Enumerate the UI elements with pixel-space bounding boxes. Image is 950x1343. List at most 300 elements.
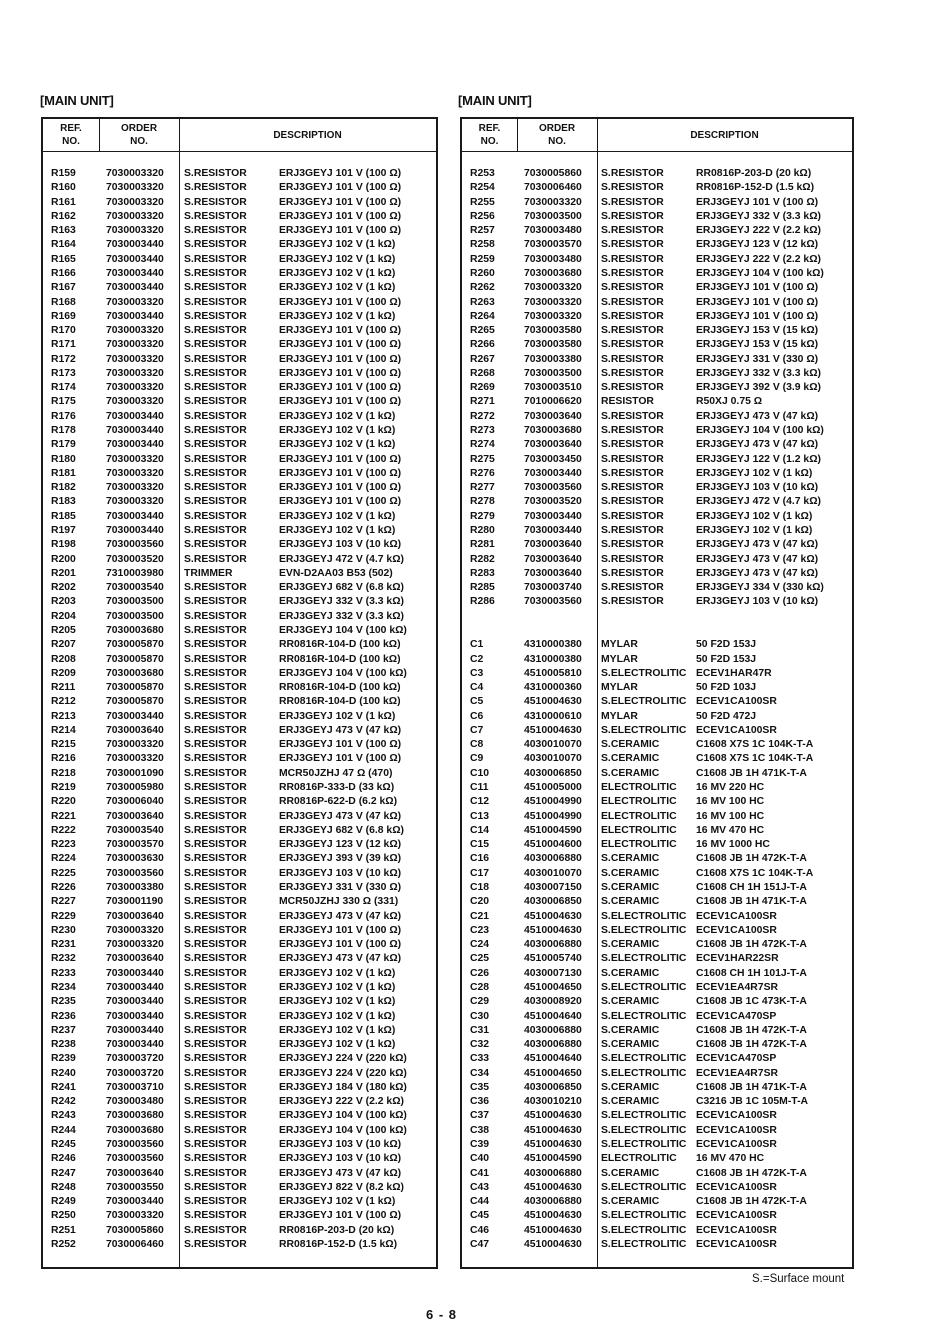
ref-no: R160 [51, 182, 76, 194]
part-spec: ERJ3GEYJ 101 V (100 Ω) [279, 739, 402, 751]
ref-no: R260 [470, 267, 495, 279]
table-row [462, 324, 852, 338]
order-no: 7030003440 [106, 981, 164, 993]
table-row [462, 624, 852, 638]
table-row [43, 738, 436, 752]
ref-no: R237 [51, 1024, 76, 1036]
part-spec: ERJ3GEYJ 224 V (220 kΩ) [279, 1067, 407, 1079]
ref-header-line1: REF. [60, 123, 82, 134]
ref-no: R221 [51, 810, 76, 822]
table-row [462, 767, 852, 781]
ref-no: C5 [470, 696, 484, 708]
ref-no: R214 [51, 724, 76, 736]
table-row [43, 338, 436, 352]
order-no: 7030003440 [106, 310, 164, 322]
order-no: 7030003380 [524, 353, 582, 365]
ref-no: R175 [51, 396, 76, 408]
ref-no: R268 [470, 367, 495, 379]
part-type: S.RESISTOR [601, 296, 664, 308]
part-spec: ERJ3GEYJ 101 V (100 Ω) [279, 168, 402, 179]
ref-no: C39 [470, 1139, 490, 1151]
part-type: S.RESISTOR [184, 896, 247, 908]
ref-no: R165 [51, 253, 76, 265]
part-type: S.RESISTOR [184, 610, 247, 622]
table-row [462, 1167, 852, 1181]
table-row [43, 895, 436, 909]
part-spec: ERJ3GEYJ 101 V (100 Ω) [279, 182, 402, 194]
order-no: 4510004630 [524, 1139, 582, 1151]
ref-no: C29 [470, 996, 490, 1008]
ref-no: C2 [470, 653, 484, 665]
table-row [43, 995, 436, 1009]
order-no: 7030003640 [524, 553, 582, 565]
part-type: S.RESISTOR [184, 1139, 247, 1151]
table-row [43, 653, 436, 667]
order-no: 7030003570 [106, 839, 164, 851]
part-spec: ERJ3GEYJ 101 V (100 Ω) [279, 1210, 402, 1222]
part-spec: ERJ3GEYJ 101 V (100 Ω) [279, 939, 402, 951]
part-type: S.CERAMIC [601, 882, 660, 893]
order-no: 7030003680 [106, 624, 164, 636]
part-type: S.RESISTOR [184, 682, 247, 694]
part-spec: ECEV1CA100SR [696, 1139, 777, 1151]
table-row [43, 1038, 436, 1052]
part-spec: ERJ3GEYJ 682 V (6.8 kΩ) [279, 824, 405, 836]
table-row [462, 438, 852, 452]
order-no: 7030003740 [524, 582, 582, 594]
order-no: 4510004990 [524, 796, 582, 808]
ref-no: R164 [51, 239, 76, 251]
part-spec: ECEV1CA100SR [696, 1239, 777, 1250]
ref-no: R174 [51, 382, 76, 394]
table-row [43, 695, 436, 709]
ref-no: C26 [470, 967, 490, 979]
order-no: 7030003320 [106, 496, 164, 508]
order-no: 7030003560 [106, 1153, 164, 1165]
part-type: S.RESISTOR [184, 496, 247, 508]
order-no: 7030003320 [106, 339, 164, 351]
table-row [43, 424, 436, 438]
part-spec: ERJ3GEYJ 222 V (2.2 kΩ) [279, 1096, 405, 1108]
order-no: 4510004590 [524, 1153, 582, 1165]
table-row [462, 610, 852, 624]
order-no: 7030003640 [106, 1167, 164, 1179]
order-no: 4510004600 [524, 839, 582, 851]
order-no: 7030003440 [106, 1196, 164, 1208]
order-no: 7030003320 [106, 225, 164, 237]
part-spec: ERJ3GEYJ 103 V (10 kΩ) [279, 539, 402, 551]
table-row [43, 395, 436, 409]
part-spec: ERJ3GEYJ 473 V (47 kΩ) [279, 1167, 402, 1179]
ref-no: R201 [51, 567, 76, 579]
part-type: S.CERAMIC [601, 967, 660, 979]
ref-no: R283 [470, 567, 495, 579]
table-row [43, 410, 436, 424]
ref-no: R258 [470, 239, 495, 251]
order-no: 7030003440 [524, 510, 582, 522]
table-row [43, 1095, 436, 1109]
part-type: S.RESISTOR [184, 767, 247, 779]
order-no: 7030003580 [524, 325, 582, 337]
table-row [43, 952, 436, 966]
part-spec: ERJ3GEYJ 102 V (1 kΩ) [279, 1039, 396, 1051]
ref-no: R272 [470, 410, 495, 422]
part-spec: ERJ3GEYJ 334 V (330 kΩ) [696, 582, 824, 594]
order-no: 7310003980 [106, 567, 164, 579]
table-row [43, 510, 436, 524]
table-row [462, 1124, 852, 1138]
ref-no: R246 [51, 1153, 76, 1165]
order-no-header [517, 122, 597, 148]
order-no: 7030003500 [106, 610, 164, 622]
order-no: 4310000380 [524, 653, 582, 665]
order-no: 7030003500 [106, 596, 164, 608]
table-row [43, 353, 436, 367]
part-spec: ERJ3GEYJ 101 V (100 Ω) [279, 396, 402, 408]
part-type: ELECTROLITIC [601, 782, 677, 794]
table-row [43, 767, 436, 781]
table-row [43, 981, 436, 995]
order-no: 7030003320 [106, 753, 164, 765]
ref-no: R226 [51, 882, 76, 893]
ref-no: C44 [470, 1196, 490, 1208]
ref-no: R254 [470, 182, 495, 194]
part-spec: ERJ3GEYJ 473 V (47 kΩ) [696, 439, 819, 451]
part-spec: ECEV1CA100SR [696, 724, 777, 736]
table-row [462, 281, 852, 295]
part-spec: ERJ3GEYJ 473 V (47 kΩ) [696, 410, 819, 422]
table-row [43, 1081, 436, 1095]
part-spec: ERJ3GEYJ 101 V (100 Ω) [279, 482, 402, 494]
order-no: 7030003320 [524, 310, 582, 322]
part-type: ELECTROLITIC [601, 810, 677, 822]
part-type: S.CERAMIC [601, 1039, 660, 1051]
right-table-header [462, 119, 852, 152]
table-row [462, 567, 852, 581]
table-row [462, 467, 852, 481]
ref-no: C41 [470, 1167, 490, 1179]
order-header-line2: NO. [130, 136, 148, 147]
table-row [43, 281, 436, 295]
table-row [462, 167, 852, 181]
table-row [43, 381, 436, 395]
part-spec: ERJ3GEYJ 332 V (3.3 kΩ) [279, 610, 405, 622]
part-spec: RR0816R-104-D (100 kΩ) [279, 696, 401, 708]
ref-no: R168 [51, 296, 76, 308]
ref-no: R265 [470, 325, 495, 337]
part-type: S.RESISTOR [184, 910, 247, 922]
left-table-header [43, 119, 436, 152]
part-type: S.ELECTROLITIC [601, 981, 687, 993]
part-type: S.ELECTROLITIC [601, 1067, 687, 1079]
ref-no: C12 [470, 796, 490, 808]
ref-no: C37 [470, 1110, 490, 1122]
ref-no: R182 [51, 482, 76, 494]
part-spec: ERJ3GEYJ 473 V (47 kΩ) [696, 553, 819, 565]
table-row [43, 210, 436, 224]
table-row [462, 638, 852, 652]
part-type: S.RESISTOR [184, 1039, 247, 1051]
order-no: 7030003640 [106, 910, 164, 922]
table-row [462, 981, 852, 995]
part-type: S.RESISTOR [184, 553, 247, 565]
order-no: 7030003450 [524, 453, 582, 465]
ref-no: R244 [51, 1124, 76, 1136]
part-type: S.RESISTOR [184, 339, 247, 351]
table-row [462, 210, 852, 224]
order-no: 4510004630 [524, 1239, 582, 1250]
ref-no: R208 [51, 653, 76, 665]
ref-no: R227 [51, 896, 76, 908]
part-spec: C1608 CH 1H 101J-T-A [696, 967, 807, 979]
table-row [462, 1081, 852, 1095]
ref-no: R241 [51, 1081, 76, 1093]
part-type: S.RESISTOR [601, 510, 664, 522]
part-spec: ECEV1CA470SP [696, 1053, 777, 1065]
order-no: 4510005740 [524, 953, 582, 965]
part-type: S.CERAMIC [601, 1196, 660, 1208]
part-type: S.RESISTOR [601, 582, 664, 594]
table-row [462, 224, 852, 238]
table-row [462, 353, 852, 367]
ref-no: R282 [470, 553, 495, 565]
table-row [462, 538, 852, 552]
part-type: S.RESISTOR [184, 1153, 247, 1165]
part-spec: ERJ3GEYJ 102 V (1 kΩ) [279, 439, 396, 451]
part-spec: ERJ3GEYJ 222 V (2.2 kΩ) [696, 253, 822, 265]
part-type: S.RESISTOR [601, 168, 664, 179]
part-type: S.RESISTOR [184, 1096, 247, 1108]
order-no: 7030005870 [106, 696, 164, 708]
part-spec: 50 F2D 153J [696, 639, 757, 651]
part-type: S.ELECTROLITIC [601, 1139, 687, 1151]
part-spec: ECEV1CA100SR [696, 1124, 777, 1136]
table-row [462, 781, 852, 795]
ref-no: R161 [51, 196, 76, 208]
part-spec: ERJ3GEYJ 102 V (1 kΩ) [696, 525, 813, 536]
part-type: S.RESISTOR [601, 182, 664, 194]
part-spec: RR0816P-622-D (6.2 kΩ) [279, 796, 398, 808]
order-no: 7030003640 [524, 410, 582, 422]
part-spec: 16 MV 1000 HC [696, 839, 770, 851]
order-no: 4030006880 [524, 939, 582, 951]
part-spec: ERJ3GEYJ 103 V (10 kΩ) [279, 867, 402, 879]
table-row [462, 795, 852, 809]
order-no-header [99, 122, 179, 148]
table-row [43, 310, 436, 324]
ref-no: R176 [51, 410, 76, 422]
ref-no: C34 [470, 1067, 490, 1079]
part-type: S.ELECTROLITIC [601, 1181, 687, 1193]
order-no: 7030003440 [106, 267, 164, 279]
part-spec: ERJ3GEYJ 123 V (12 kΩ) [696, 239, 819, 251]
order-no: 7030003320 [106, 396, 164, 408]
ref-no: C47 [470, 1239, 490, 1250]
ref-no: C17 [470, 867, 490, 879]
ref-no: R203 [51, 596, 76, 608]
part-spec: ERJ3GEYJ 103 V (10 kΩ) [696, 596, 819, 608]
part-type: S.RESISTOR [184, 1210, 247, 1222]
part-spec: C1608 JB 1H 472K-T-A [696, 1039, 807, 1051]
part-type: S.RESISTOR [184, 739, 247, 751]
left-section-title: [MAIN UNIT] [40, 93, 114, 108]
part-spec: ERJ3GEYJ 332 V (3.3 kΩ) [279, 596, 405, 608]
table-row [43, 681, 436, 695]
order-no: 7030003580 [524, 339, 582, 351]
part-spec: ERJ3GEYJ 101 V (100 Ω) [696, 310, 819, 322]
order-no: 7030003560 [106, 867, 164, 879]
table-row [43, 167, 436, 181]
part-spec: ERJ3GEYJ 332 V (3.3 kΩ) [696, 367, 822, 379]
ref-no: C20 [470, 896, 490, 908]
part-type: S.RESISTOR [184, 410, 247, 422]
ref-no: R252 [51, 1239, 76, 1250]
part-spec: C1608 JB 1H 472K-T-A [696, 1167, 807, 1179]
ref-no: R230 [51, 924, 76, 936]
part-type: S.RESISTOR [601, 282, 664, 294]
part-type: S.RESISTOR [601, 196, 664, 208]
part-type: S.RESISTOR [184, 1110, 247, 1122]
ref-no-header [462, 122, 517, 148]
part-spec: C1608 JB 1H 472K-T-A [696, 853, 807, 865]
part-spec: ERJ3GEYJ 102 V (1 kΩ) [279, 239, 396, 251]
ref-no: R269 [470, 382, 495, 394]
part-type: S.RESISTOR [184, 467, 247, 479]
ref-no: R242 [51, 1096, 76, 1108]
order-no: 7030003440 [106, 253, 164, 265]
part-type: S.RESISTOR [184, 510, 247, 522]
ref-no: R173 [51, 367, 76, 379]
order-no: 7030003320 [524, 296, 582, 308]
ref-no: R163 [51, 225, 76, 237]
order-no: 7030003680 [106, 1110, 164, 1122]
part-spec: ERJ3GEYJ 102 V (1 kΩ) [279, 310, 396, 322]
part-type: S.RESISTOR [601, 482, 664, 494]
order-no: 7030003630 [106, 853, 164, 865]
ref-no: R234 [51, 981, 76, 993]
part-type: S.RESISTOR [184, 796, 247, 808]
order-no: 4510004630 [524, 696, 582, 708]
part-type: S.RESISTOR [601, 267, 664, 279]
order-no: 7030003640 [106, 810, 164, 822]
ref-no: R249 [51, 1196, 76, 1208]
part-type: S.RESISTOR [184, 382, 247, 394]
ref-no: R238 [51, 1039, 76, 1051]
ref-no: R205 [51, 624, 76, 636]
part-type: S.RESISTOR [184, 596, 247, 608]
table-row [43, 810, 436, 824]
part-type: S.RESISTOR [184, 225, 247, 237]
order-no: 7030003320 [106, 382, 164, 394]
part-spec: ECEV1CA100SR [696, 924, 777, 936]
ref-no: C30 [470, 1010, 490, 1022]
ref-no: C11 [470, 782, 489, 794]
part-spec: ERJ3GEYJ 101 V (100 Ω) [696, 196, 819, 208]
order-no: 7030003320 [106, 924, 164, 936]
table-row [462, 752, 852, 766]
ref-no: R211 [51, 682, 76, 694]
part-spec: ERJ3GEYJ 104 V (100 kΩ) [279, 667, 407, 679]
part-type: S.RESISTOR [184, 753, 247, 765]
order-no: 7030003480 [106, 1096, 164, 1108]
order-no: 4510004630 [524, 724, 582, 736]
part-spec: ERJ3GEYJ 102 V (1 kΩ) [279, 425, 396, 437]
order-no: 7030001190 [106, 896, 164, 908]
table-row [43, 752, 436, 766]
table-row [43, 667, 436, 681]
ref-header-line2: NO. [480, 136, 499, 147]
part-spec: ERJ3GEYJ 101 V (100 Ω) [279, 382, 402, 394]
order-no: 7030003680 [106, 667, 164, 679]
part-type: S.RESISTOR [184, 353, 247, 365]
table-row [462, 738, 852, 752]
ref-no: R256 [470, 210, 495, 222]
ref-no: R197 [51, 525, 76, 536]
ref-no: R248 [51, 1181, 76, 1193]
part-spec: ERJ3GEYJ 102 V (1 kΩ) [279, 525, 396, 536]
part-type: S.RESISTOR [601, 239, 664, 251]
order-no: 4310000610 [524, 710, 582, 722]
part-type: S.RESISTOR [601, 496, 664, 508]
part-spec: ERJ3GEYJ 102 V (1 kΩ) [279, 410, 396, 422]
part-spec: 16 MV 100 HC [696, 810, 765, 822]
part-type: S.RESISTOR [184, 839, 247, 851]
table-row [43, 824, 436, 838]
part-spec: ERJ3GEYJ 331 V (330 Ω) [696, 353, 819, 365]
part-type: S.ELECTROLITIC [601, 910, 687, 922]
part-type: S.RESISTOR [184, 439, 247, 451]
ref-no: C6 [470, 710, 484, 722]
order-no: 7030003520 [106, 553, 164, 565]
part-spec: MCR50JZHJ 330 Ω (331) [279, 896, 399, 908]
part-type: S.RESISTOR [601, 567, 664, 579]
ref-header-line1: REF. [478, 123, 501, 134]
table-row [43, 1224, 436, 1238]
ref-no: C36 [470, 1096, 490, 1108]
part-spec: ECEV1EA4R7SR [696, 1067, 779, 1079]
order-no: 7030005980 [106, 782, 164, 794]
part-type: S.RESISTOR [601, 525, 664, 536]
order-no: 7030003540 [106, 824, 164, 836]
order-no: 4510004590 [524, 824, 582, 836]
part-type: S.RESISTOR [184, 253, 247, 265]
ref-no: R209 [51, 667, 76, 679]
part-spec: ECEV1HAR22SR [696, 953, 779, 965]
table-row [462, 710, 852, 724]
order-no: 4510004650 [524, 981, 582, 993]
table-row [462, 1209, 852, 1223]
table-row [43, 1138, 436, 1152]
table-row [43, 1238, 436, 1252]
ref-no: C14 [470, 824, 490, 836]
table-row [43, 367, 436, 381]
part-type: S.RESISTOR [601, 210, 664, 222]
part-type: S.RESISTOR [184, 939, 247, 951]
table-row [43, 1067, 436, 1081]
ref-no: R264 [470, 310, 495, 322]
table-row [462, 1224, 852, 1238]
ref-no: C43 [470, 1181, 490, 1193]
order-header-line1: ORDER [120, 123, 158, 134]
ref-no: R215 [51, 739, 76, 751]
order-no: 7030003440 [106, 510, 164, 522]
part-type: S.ELECTROLITIC [601, 1110, 687, 1122]
order-no: 7030003510 [524, 382, 582, 394]
part-spec: RR0816P-203-D (20 kΩ) [279, 1224, 395, 1236]
order-no: 7030003440 [106, 239, 164, 251]
part-spec: ERJ3GEYJ 101 V (100 Ω) [696, 282, 819, 294]
table-row [462, 1152, 852, 1166]
